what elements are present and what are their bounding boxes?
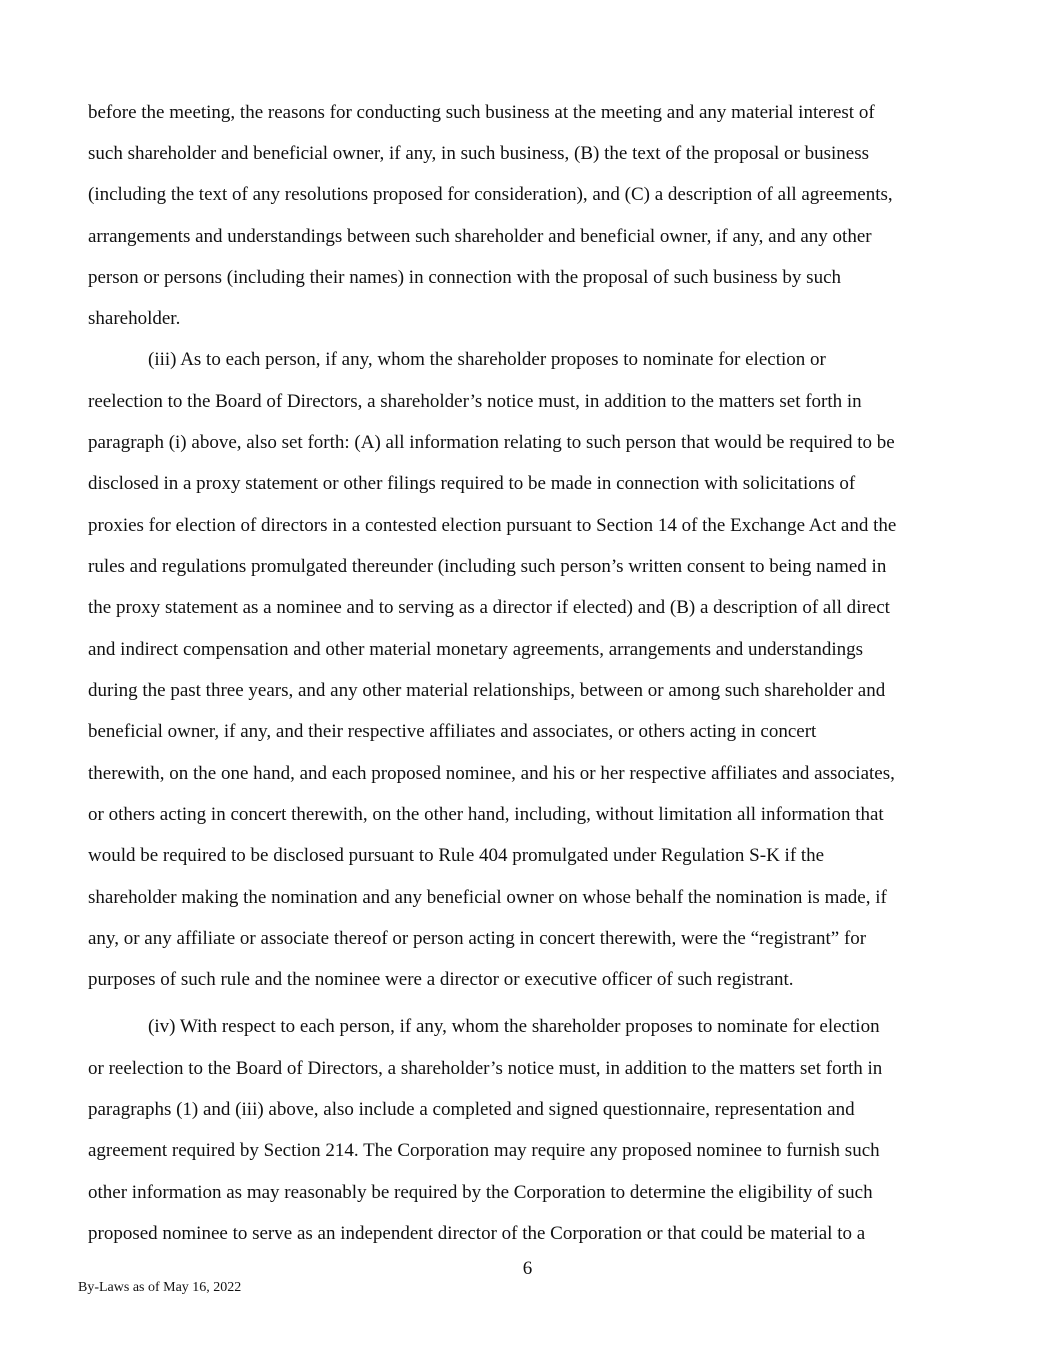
body-text-line: rules and regulations promulgated thereunder (including such person’s written consent to being named in: [88, 556, 887, 577]
body-text-line: and indirect compensation and other material monetary agreements, arrangements and understandings: [88, 639, 864, 660]
body-text-line: purposes of such rule and the nominee were a director or executive officer of such registrant.: [88, 969, 794, 990]
body-text-line: therewith, on the one hand, and each proposed nominee, and his or her respective affiliates and associates,: [88, 763, 895, 784]
body-text-line: disclosed in a proxy statement or other filings required to be made in connection with solicitations of: [88, 473, 856, 494]
body-text-line: or others acting in concert therewith, on the other hand, including, without limitation all information that: [88, 804, 884, 825]
body-text-line: paragraphs (1) and (iii) above, also include a completed and signed questionnaire, representation and: [88, 1099, 855, 1120]
body-text-line: other information as may reasonably be required by the Corporation to determine the eligibility of such: [88, 1182, 873, 1203]
body-text-line: agreement required by Section 214. The Corporation may require any proposed nominee to furnish such: [88, 1140, 880, 1161]
body-text-line: shareholder making the nomination and any beneficial owner on whose behalf the nomination is made, if: [88, 887, 887, 908]
body-text-line: reelection to the Board of Directors, a shareholder’s notice must, in addition to the matters set forth in: [88, 391, 862, 412]
body-text-line: such shareholder and beneficial owner, if any, in such business, (B) the text of the proposal or business: [88, 143, 870, 164]
page-number: 6: [522, 1258, 533, 1279]
body-text-line: any, or any affiliate or associate thereof or person acting in concert therewith, were the “registrant” for: [88, 928, 867, 949]
body-text-line: shareholder.: [88, 308, 181, 329]
body-text-line: before the meeting, the reasons for conducting such business at the meeting and any material interest of: [88, 102, 875, 123]
body-text-line: proposed nominee to serve as an independent director of the Corporation or that could be material to a: [88, 1223, 866, 1244]
body-text-line: during the past three years, and any other material relationships, between or among such shareholder and: [88, 680, 886, 701]
body-text-line: person or persons (including their names) in connection with the proposal of such business by such: [88, 267, 841, 288]
body-text-line: proxies for election of directors in a contested election pursuant to Section 14 of the Exchange Act and the: [88, 515, 897, 536]
paragraph-iii-first-line: (iii) As to each person, if any, whom the shareholder proposes to nominate for election or: [148, 349, 826, 370]
body-text-line: the proxy statement as a nominee and to serving as a director if elected) and (B) a description of all direct: [88, 597, 890, 618]
body-text-line: paragraph (i) above, also set forth: (A) all information relating to such person that would be required to be: [88, 432, 895, 453]
body-text-line: arrangements and understandings between such shareholder and beneficial owner, if any, and any other: [88, 226, 872, 247]
body-text-line: would be required to be disclosed pursuant to Rule 404 promulgated under Regulation S-K if the: [88, 845, 825, 866]
paragraph-iv-first-line: (iv) With respect to each person, if any, whom the shareholder proposes to nominate for election: [148, 1016, 880, 1037]
body-text-line: (including the text of any resolutions proposed for consideration), and (C) a description of all agreements,: [88, 184, 893, 205]
body-text-line: beneficial owner, if any, and their respective affiliates and associates, or others acting in concert: [88, 721, 817, 742]
body-text-line: or reelection to the Board of Directors, a shareholder’s notice must, in addition to the matters set forth in: [88, 1058, 883, 1079]
footer-text: By-Laws as of May 16, 2022: [78, 1280, 242, 1295]
